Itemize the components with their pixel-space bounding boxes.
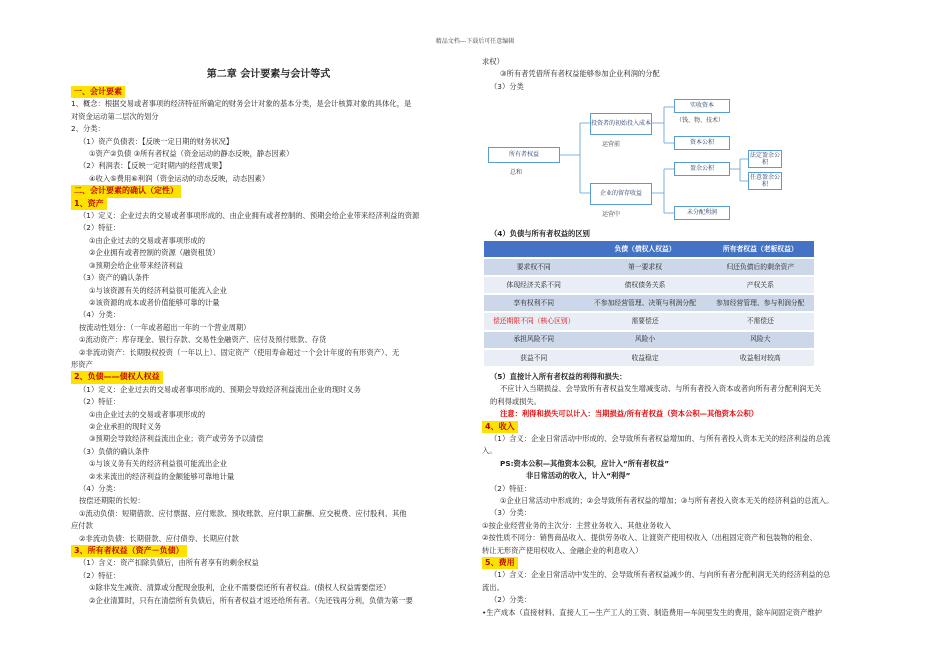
chapter-title: 第二章 会计要素与会计等式	[206, 69, 331, 80]
surplus-reserve-box: 盈余公积	[674, 162, 730, 176]
text-line: 非日常活动的收入，计入“利得”	[526, 471, 631, 481]
left-column	[71, 56, 466, 607]
text-line: 求权）	[482, 57, 504, 66]
text-line: （3）负债的确认条件	[79, 446, 150, 456]
table-cell: 收益相对较高	[707, 349, 814, 367]
paid-in-capital-box: 实收资本	[674, 99, 730, 113]
text-line: ②非流动负债：长期借款、应付债券、长期应付款	[79, 533, 239, 543]
label-total: 总和	[510, 169, 523, 177]
text-line: 2、分类：	[71, 124, 105, 134]
text-line: ②企业拥有或者控制的资源（融资租赁）	[89, 248, 220, 258]
table-row	[484, 258, 814, 276]
text-line: ①由企业过去的交易或者事项形成的	[89, 409, 205, 419]
text-line: （5）直接计入所有者权益的利得和损失：	[490, 371, 627, 381]
table-cell: 债权债务关系	[583, 276, 706, 294]
table-row	[484, 294, 814, 312]
text-line: 按偿还期限的长短：	[79, 496, 145, 506]
text-line: ②该资源的成本或者价值能够可靠的计量	[89, 297, 220, 307]
text-line: （1）定义：企业过去的交易或者事项形成的、预期会导致经济利益流出企业的现时义务	[79, 384, 361, 394]
table-row	[484, 312, 814, 330]
table-cell: 获益不同	[484, 349, 583, 367]
text-line: ③预期会导致经济利益流出企业；资产或劳务予以清偿	[89, 434, 264, 444]
section-heading	[71, 371, 466, 383]
initial-investment-box: 投资者的初始投入成本	[590, 113, 652, 135]
text-line: 应付款	[71, 521, 93, 531]
table-cell: 享有权利不同	[484, 294, 583, 312]
right-lines	[482, 371, 887, 619]
text-line: （1）定义：企业过去的交易或者事项形成的、由企业拥有或者控制的、预期会给企业带来经济利益的资源	[79, 211, 420, 221]
table-cell: 不需偿还	[707, 312, 814, 330]
text-line: （2）特征：	[79, 570, 121, 580]
text-line: （3）资产的确认条件	[79, 273, 150, 283]
text-line: 形资产	[71, 359, 93, 369]
text-line: （3）分类	[490, 81, 524, 91]
text-line: 1、概念：根据交易或者事项的经济特征所确定的财务会计对象的基本分类，是会计核算对象的具体化，是	[71, 99, 412, 109]
retained-earnings-box: 企业的留存收益	[590, 183, 652, 205]
text-line: ①与该义务有关的经济利益很可能流出企业	[89, 459, 227, 469]
text-line: 转让无形资产使用权收入、金融企业的利息收入）	[482, 545, 643, 555]
text-line: （1）含义：企业日常活动中形成的、会导致所有者权益增加的、与所有者投入资本无关的经济利益的总流	[490, 433, 831, 443]
table-cell: 需要偿还	[583, 312, 706, 330]
text-line: ①按企业经营业务的主次分：主营业务收入、其他业务收入	[482, 520, 671, 530]
table-header-row	[484, 241, 814, 258]
text-line: （2）特征：	[79, 223, 121, 233]
label-during-operation: 运营中	[602, 211, 621, 219]
section-heading-text: 5、费用	[482, 557, 518, 569]
section-heading	[71, 185, 466, 197]
equity-classification-diagram	[482, 97, 887, 225]
optional-surplus-box: 任意盈余公积	[749, 173, 780, 189]
text-line: （2）特征：	[490, 483, 532, 493]
table-row	[484, 276, 814, 294]
text-line: 不应计入当期损益、会导致所有者权益发生增减变动、与所有者投入资本或者向所有者分配利润无关	[500, 384, 822, 394]
table-cell: 要求权不同	[484, 258, 583, 276]
section-heading-text: 一、会计要素	[71, 86, 125, 98]
section-heading-text: 1、资产	[71, 198, 107, 210]
text-line: ①除非发生减资、清算或分配现金股利，企业不需要偿还所有者权益。(债权人权益需要偿还）	[89, 583, 391, 593]
table-cell: 第一要求权	[583, 258, 706, 276]
text-line: （2）利润表：【反映一定时期内的经营成果】	[79, 161, 226, 171]
text-line: ④收入⑤费用⑥利润（资金运动的动态反映，动态因素）	[89, 173, 270, 183]
text-line: （4）分类：	[79, 310, 121, 320]
text-line: ②未来流出的经济利益的金额能够可靠地计量	[89, 471, 235, 481]
table-cell: 偿还期限不同（核心区别）	[484, 312, 583, 330]
section-heading	[71, 545, 466, 557]
section-heading-text: 2、负债——债权人权益	[71, 371, 163, 383]
label-before-operation: 运营前	[602, 141, 621, 149]
text-line: ①由企业过去的交易或者事项形成的	[89, 235, 205, 245]
text-line: （1）资产负债表：【反映一定日期的财务状况】	[79, 136, 234, 146]
table-header-cell: 所有者权益（老板权益）	[707, 241, 814, 258]
section-heading	[482, 421, 887, 433]
text-line: ③预期会给企业带来经济利益	[89, 260, 184, 270]
right-column	[482, 56, 887, 619]
text-line: 流出。	[482, 582, 504, 592]
owner-equity-box: 所有者权益	[488, 147, 560, 163]
table-header-cell	[484, 241, 583, 258]
text-line: 的利得或损失。	[490, 396, 542, 406]
liability-equity-comparison-table	[484, 241, 814, 368]
text-line: ①流动负债：短期借款、应付票据、应付账款、预收账款、应付职工薪酬、应交税费、应付股利、其他	[79, 508, 407, 518]
table-title: （4）负债与所有者权益的区别	[490, 229, 590, 239]
section-heading-text: 二、会计要素的确认（定性）	[71, 185, 181, 197]
table-cell: 风险大	[707, 331, 814, 349]
table-cell: 归还负债后的剩余资产	[707, 258, 814, 276]
section-heading	[71, 198, 466, 210]
text-line: ①资产②负债 ③所有者权益（资金运动的静态反映，静态因素）	[89, 149, 294, 159]
table-cell: 承担风险不同	[484, 331, 583, 349]
note-line: 注意：利得和损失可以计入：当期损益/所有者权益（资本公积—其他资本公积）	[500, 409, 759, 419]
left-lines	[71, 86, 466, 607]
text-line: ③所有者凭借所有者权益能够参加企业利润的分配	[500, 69, 660, 79]
table-cell: 体现经济关系不同	[484, 276, 583, 294]
legal-surplus-box: 法定盈余公积	[749, 151, 780, 167]
table-row	[484, 349, 814, 367]
text-line: ②非流动资产：长期股权投资（一年以上）、固定资产（使用寿命超过一个会计年度的有形资产）、无	[79, 347, 400, 357]
capital-reserve-box: 资本公积	[674, 136, 730, 150]
paid-in-capital-note: （钱、物、技术）	[676, 117, 725, 125]
text-line: （3）分类：	[490, 508, 532, 518]
text-line: ①流动资产：库存现金、银行存款、交易性金融资产、应付及预付账款、存货	[79, 335, 327, 345]
table-row	[484, 331, 814, 349]
section-heading	[71, 86, 466, 98]
section-heading-text: 4、收入	[482, 421, 518, 433]
text-line: ②企业承担的现时义务	[89, 421, 162, 431]
text-line: ②企业清算时，只有在清偿所有负债后，所有者权益才返还给所有者。（先还钱再分利，负债为第一要	[89, 595, 413, 605]
text-line: （4）分类：	[79, 484, 121, 493]
table-cell: 参加经营管理、参与利润分配	[707, 294, 814, 312]
text-line: 入。	[482, 446, 497, 456]
section-heading	[482, 557, 887, 569]
undistributed-profit-box: 未分配利润	[674, 206, 730, 220]
table-cell: 不参加经营管理、决策与利润分配	[583, 294, 706, 312]
text-line: PS:资本公积—其他资本公积，应计入“所有者权益”	[500, 458, 670, 468]
table-cell: 产权关系	[707, 276, 814, 294]
text-line: （2）特征：	[79, 397, 121, 407]
section-heading-text: 3、所有者权益（资产－负债）	[71, 545, 187, 557]
page-header: 精品文档---下载后可任意编辑	[435, 38, 515, 45]
text-line: •生产成本（直接材料、直接人工—生产工人的工资、制造费用—车间里发生的费用，除车间固定资产维护	[482, 607, 822, 617]
text-line: 按流动性划分：（一年或者超出一年的一个营业周期）	[79, 322, 251, 332]
table-cell: 收益稳定	[583, 349, 706, 367]
text-line: ①企业日常活动中形成的；②会导致所有者权益的增加；③与所有者投入资本无关的经济利益的总流入。	[500, 496, 834, 505]
right-top-lines	[482, 56, 887, 93]
text-line: （2）分类：	[490, 595, 532, 605]
text-line: （1）含义：企业日常活动中发生的、会导致所有者权益减少的、与向所有者分配利润无关的经济利益的总	[490, 570, 831, 580]
table-cell: 风险小	[583, 331, 706, 349]
text-line: ②按性质不同分：销售商品收入、提供劳务收入、让渡资产使用权收入（出租固定资产和包装物的租金、	[482, 533, 817, 543]
text-line: （1）含义：资产扣除负债后，由所有者享有的剩余权益	[79, 558, 259, 568]
table-header-cell: 负债（债权人权益）	[583, 241, 706, 258]
text-line: 对资金运动第二层次的划分	[71, 111, 159, 121]
text-line: ①与该资源有关的经济利益很可能流入企业	[89, 285, 227, 295]
